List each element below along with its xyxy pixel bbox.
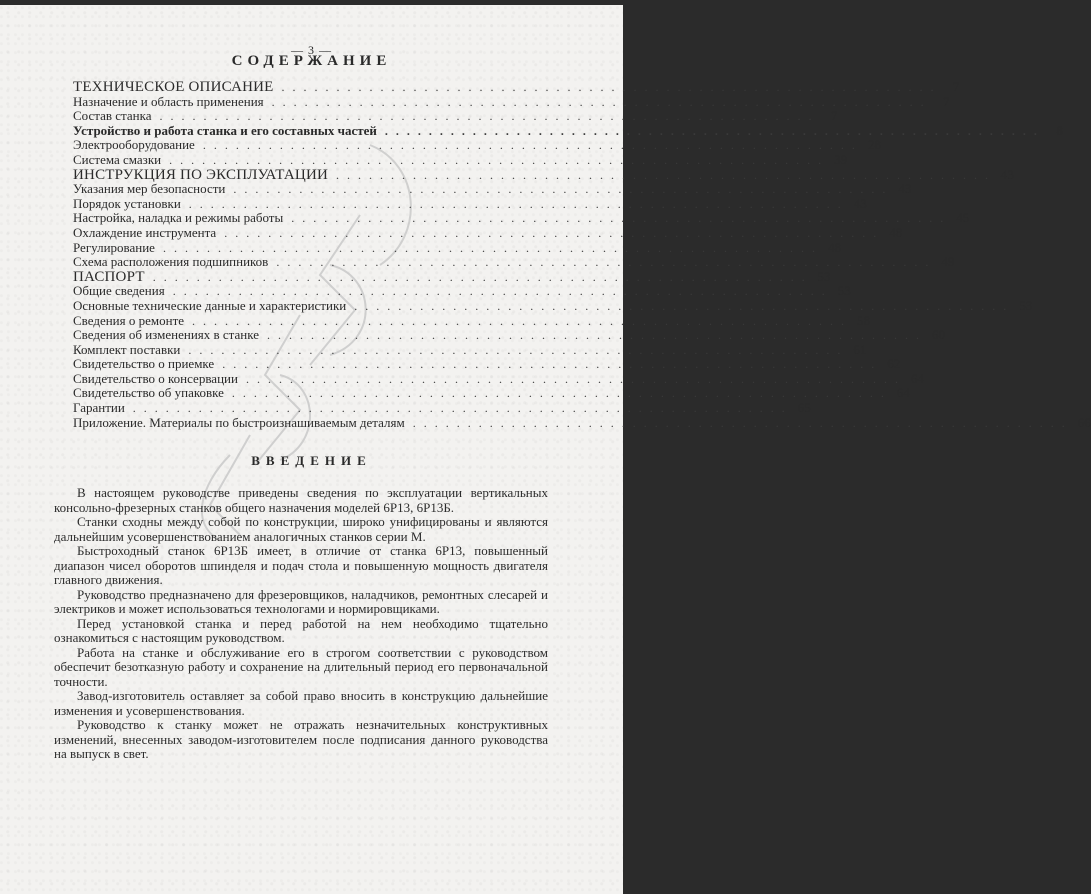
toc-entry-page: 53 xyxy=(837,283,851,299)
toc-entry xyxy=(73,414,1091,431)
intro-paragraph: Завод-изготовитель оставляет за собой право вносить в конструкцию дальнейшие изменения и усовершенствования. xyxy=(54,688,548,718)
toc-leader-dots: ............................................................ xyxy=(192,313,853,328)
toc-entry-page: 7 xyxy=(952,79,960,94)
toc-entry xyxy=(73,356,901,372)
toc-leader-dots: ............................................................ xyxy=(188,342,849,357)
intro-paragraph: Станки сходны между собой по конструкции, широко унифицированы и являются дальнейшим усовершенствованием аналогичных станков серии М. xyxy=(54,514,548,544)
toc-entry xyxy=(73,283,851,299)
toc-entry-label: Свидетельство об упаковке xyxy=(73,385,224,401)
toc-entry xyxy=(73,239,841,256)
toc-leader-dots: ............................................................ xyxy=(152,269,813,284)
toc-entry xyxy=(73,327,945,343)
toc-leader-dots: ............................................................ xyxy=(162,240,823,255)
toc-entry-page: 39 xyxy=(834,151,848,167)
toc-entry-label: Общие сведения xyxy=(73,283,165,299)
toc-entry-label: Настройка, наладка и режимы работы xyxy=(73,210,284,226)
toc-entry xyxy=(73,151,848,168)
toc-entry-label: Комплект поставки xyxy=(73,341,181,357)
toc-leader-dots: ............................................................ xyxy=(224,225,885,240)
toc-entry xyxy=(73,210,970,226)
toc-entry-label: Назначение и область применения xyxy=(73,93,264,109)
toc-entry-label: Сведения об изменениях в станке xyxy=(73,327,259,343)
toc-entry xyxy=(73,224,903,241)
toc-entry-page: 7 xyxy=(831,108,838,124)
toc-leader-dots: ............................................................ xyxy=(222,357,883,372)
intro-paragraph: Руководство предназначено для фрезеровщиков, наладчиков, ремонтных слесарей и электриков и может использоваться технологами и нормировщиками. xyxy=(54,586,548,616)
toc-entry-label: Приложение. Материалы по быстроизнашиваемым деталям xyxy=(73,414,405,430)
toc-entry-page: 53 xyxy=(817,268,831,284)
intro-paragraph: Руководство к станку может не отражать незначительных конструктивных изменений, внесенных заводом-изготовителем после подписания данного руководства на выпуск в свет. xyxy=(54,717,548,761)
toc-entry-page: 62 xyxy=(887,356,901,372)
toc-entry-label: ТЕХНИЧЕСКОЕ ОПИСАНИЕ xyxy=(73,79,274,95)
toc-leader-dots: ............................................................ xyxy=(412,415,1073,430)
toc-entry xyxy=(73,400,811,416)
toc-entry xyxy=(73,137,881,153)
toc-entry-page: 58 xyxy=(857,312,871,328)
toc-entry-page: 43 xyxy=(1000,166,1015,182)
toc-entry xyxy=(73,108,838,124)
toc-entry-label: Регулирование xyxy=(73,239,155,255)
toc-entry-label: Схема расположения подшипников xyxy=(73,254,269,270)
toc-entry-page: 8 xyxy=(1056,122,1063,138)
toc-entry-page: 53 xyxy=(1019,297,1033,313)
toc-entry xyxy=(73,297,1033,314)
toc-leader-dots: ............................................................ xyxy=(188,196,849,211)
toc-entry xyxy=(73,341,867,358)
toc-entry-label: ИНСТРУКЦИЯ ПО ЭКСПЛУАТАЦИИ xyxy=(73,166,329,183)
toc-entry-label: Устройство и работа станка и его составных частей xyxy=(73,122,377,138)
toc-entry-page: 48 xyxy=(827,239,841,255)
toc-entry-page: 49 xyxy=(941,254,955,270)
toc-leader-dots: ............................................................ xyxy=(233,182,894,197)
toc-entry-page: 7 xyxy=(943,93,950,109)
toc-leader-dots: ............................................................ xyxy=(291,211,952,226)
toc-section-entry xyxy=(73,268,831,285)
intro-paragraph: Быстроходный станок 6Р13Б имеет, в отличие от станка 6Р13, повышенный диапазон чисел оборотов шпинделя и подач стола и повышенную мощность двигателя главного движения. xyxy=(54,543,548,587)
table-of-contents xyxy=(73,79,1091,430)
toc-entry-page: 65 xyxy=(797,400,811,416)
toc-leader-dots: ............................................................ xyxy=(281,80,942,94)
toc-entry-label: Гарантии xyxy=(73,400,125,416)
toc-entry xyxy=(73,93,950,110)
toc-entry-page: 61 xyxy=(853,341,867,357)
intro-paragraph: Перед установкой станка и перед работой на нем необходимо тщательно ознакомиться с настоящим руководством. xyxy=(54,615,548,645)
page-number: — 3 — xyxy=(291,43,332,57)
toc-entry-label: Свидетельство о консервации xyxy=(73,370,238,386)
toc-entry-page: 45 xyxy=(956,210,970,226)
toc-entry-label: Указания мер безопасности xyxy=(73,181,226,197)
toc-entry xyxy=(73,181,912,197)
toc-entry xyxy=(73,370,924,387)
toc-leader-dots: ............................................................ xyxy=(336,167,997,182)
scanned-page xyxy=(0,5,1091,894)
intro-text xyxy=(54,486,548,762)
toc-entry-label: Электрооборудование xyxy=(73,137,195,153)
toc-leader-dots: ............................................................ xyxy=(267,328,927,343)
toc-entry-label: Свидетельство о приемке xyxy=(73,356,215,372)
toc-entry-page: 66 xyxy=(1077,414,1091,430)
toc-entry-label: Охлаждение инструмента xyxy=(73,224,217,240)
toc-entry-label: ПАСПОРТ xyxy=(73,268,145,285)
toc-entry-page: 28 xyxy=(867,137,881,153)
toc-title: СОДЕРЖАНИЕ xyxy=(231,53,392,69)
toc-entry-label: Система смазки xyxy=(73,151,162,167)
toc-entry xyxy=(73,122,1063,139)
toc-entry-page: 48 xyxy=(889,224,903,240)
toc-entry xyxy=(73,385,910,401)
toc-leader-dots: ............................................................ xyxy=(159,109,820,124)
toc-entry-page: 64 xyxy=(896,385,910,401)
toc-leader-dots: ............................................................ xyxy=(202,138,863,153)
toc-leader-dots: ............................................................ xyxy=(271,94,932,109)
toc-leader-dots: ............................................................ xyxy=(169,152,830,167)
toc-entry-page: 60 xyxy=(932,327,945,343)
toc-section-entry xyxy=(73,166,1015,183)
toc-entry-page: 64 xyxy=(910,370,924,386)
toc-entry xyxy=(73,312,871,329)
toc-leader-dots: ............................................................ xyxy=(245,371,906,386)
toc-entry-label: Сведения о ремонте xyxy=(73,312,185,328)
toc-leader-dots: ............................................................ xyxy=(132,401,793,416)
toc-leader-dots: ............................................................ xyxy=(172,284,833,299)
toc-entry xyxy=(73,254,955,270)
toc-leader-dots: ............................................................ xyxy=(231,386,892,401)
toc-entry-label: Состав станка xyxy=(73,108,152,124)
intro-paragraph: В настоящем руководстве приведены сведения по эксплуатации вертикальных консольно-фрезерных станков общего назначения моделей 6Р13, 6Р13Б. xyxy=(54,485,548,515)
toc-entry-page: 43 xyxy=(898,181,912,197)
toc-entry-page: 43 xyxy=(853,195,867,211)
toc-leader-dots: ............................................................ xyxy=(384,123,1045,138)
intro-title: ВВЕДЕНИЕ xyxy=(251,453,372,468)
toc-section-entry xyxy=(73,79,960,95)
toc-entry-label: Основные технические данные и характеристики xyxy=(73,297,347,313)
toc-entry-label: Порядок установки xyxy=(73,195,181,211)
toc-leader-dots: ............................................................ xyxy=(276,255,937,270)
intro-paragraph: Работа на станке и обслуживание его в строгом соответствии с руководством обеспечит безотказную работу и сохранение на длительный период его первоначальной точности. xyxy=(54,644,548,689)
toc-leader-dots: ............................................................ xyxy=(354,298,1015,313)
toc-entry xyxy=(73,195,867,212)
